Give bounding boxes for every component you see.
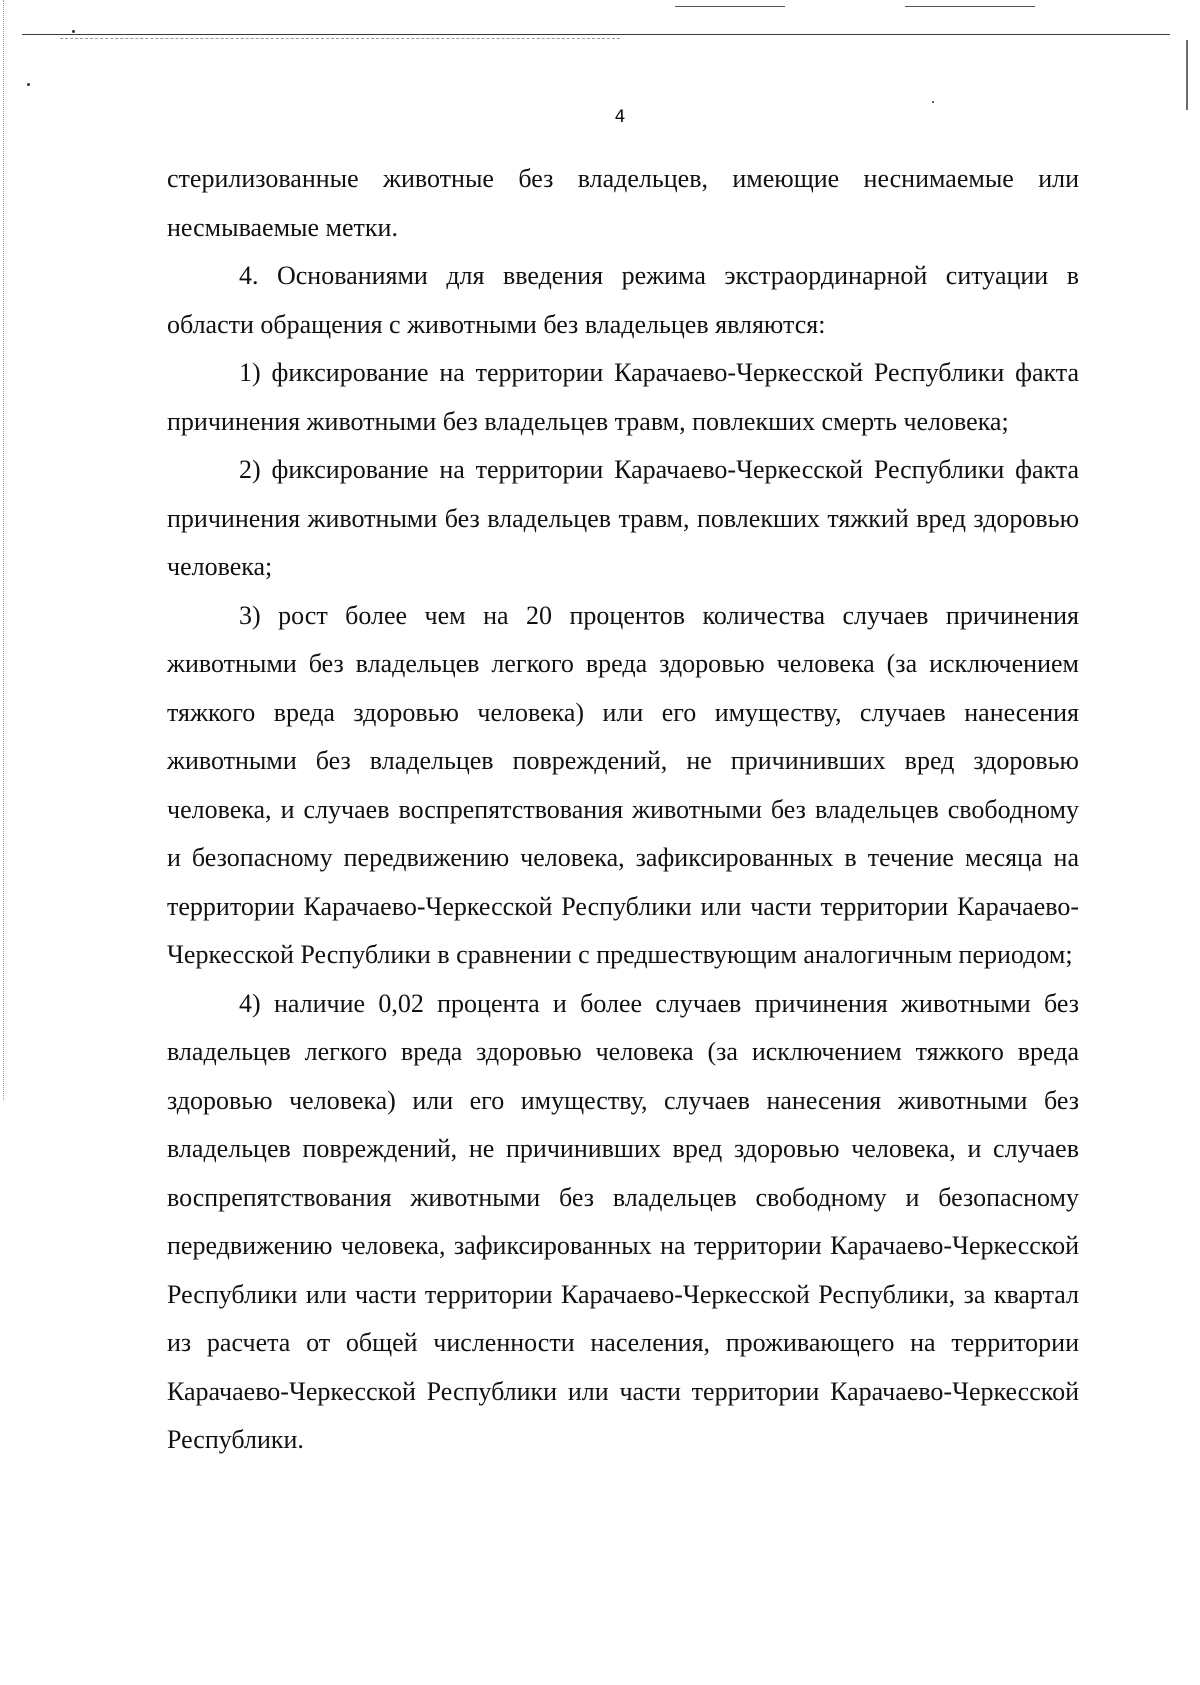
scan-speck <box>27 83 30 86</box>
paragraph-clause-4: 4. Основаниями для введения режима экстраординарной ситуации в области обращения с животными без владельцев являются: <box>167 261 1079 339</box>
scan-speck <box>72 30 75 33</box>
page-number: 4 <box>614 107 626 127</box>
scan-left-edge <box>3 0 4 1100</box>
paragraph-item-1: 1) фиксирование на территории Карачаево-Черкесской Республики факта причинения животными без владельцев травм, повлекших смерть человека; <box>167 358 1079 436</box>
paragraph-item-2: 2) фиксирование на территории Карачаево-Черкесской Республики факта причинения животными без владельцев травм, повлекших тяжкий вред здоровью человека; <box>167 455 1079 581</box>
scan-speck <box>932 101 934 103</box>
scan-top-fragment <box>675 6 785 7</box>
scan-header-rule-faint <box>60 38 620 39</box>
scan-top-fragment <box>905 6 1035 7</box>
paragraph-item-4: 4) наличие 0,02 процента и более случаев причинения животными без владельцев легкого вреда здоровью человека (за исключением тяжкого вреда здоровью человека) или его имуществу, случаев нанесения животными без владельцев повреждений, не причинивших вред здоровью человека, и случаев воспрепятствования животными без владельцев свободному и безопасному передвижению человека, зафиксированных на территории Карачаево-Черкесской Республики или части территории Карачаево-Черкесской Республики, за квартал из расчета от общей численности населения, проживающего на территории Карачаево-Черкесской Республики или части территории Карачаево-Черкесской Республики. <box>167 988 1079 1454</box>
paragraph-continuation: стерилизованные животные без владельцев, имеющие неснимаемые или несмываемые метки. <box>167 164 1079 242</box>
paragraph-item-3: 3) рост более чем на 20 процентов количества случаев причинения животными без владельцев легкого вреда здоровью человека (за исключением тяжкого вреда здоровью человека) или его имуществу, случаев нанесения животными без владельцев повреждений, не причинивших вред здоровью человека, и случаев воспрепятствования животными без владельцев свободному и безопасному передвижению человека, зафиксированных в течение месяца на территории Карачаево-Черкесской Республики или части территории Карачаево-Черкесской Республики в сравнении с предшествующим аналогичным периодом; <box>167 600 1079 969</box>
scan-header-rule <box>22 34 1170 35</box>
scan-right-edge <box>1186 40 1188 110</box>
document-body <box>167 155 1079 1465</box>
